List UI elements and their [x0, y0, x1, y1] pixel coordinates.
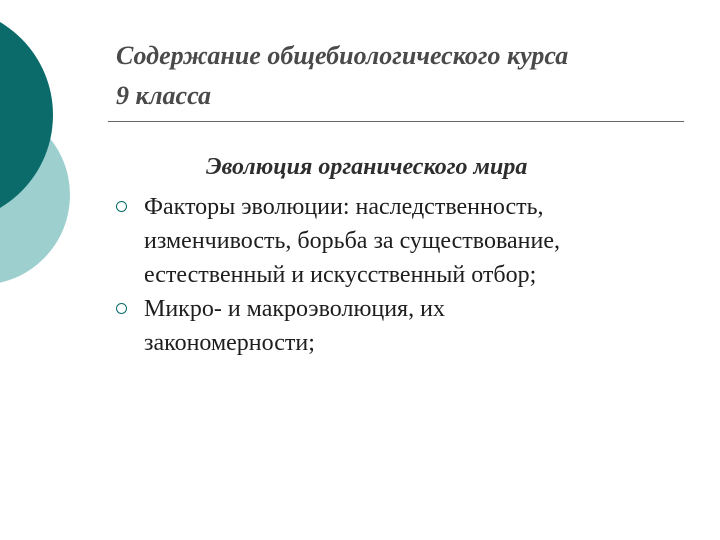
bullet-text-line: Микро- и макроэволюция, их [144, 296, 445, 322]
title-divider [108, 121, 684, 122]
bullet-circle-icon [116, 201, 127, 212]
bullet-text-line: закономерности; [144, 330, 315, 356]
title-line-2: 9 класса [116, 81, 211, 110]
bullet-text-line: Факторы эволюции: наследственность, [144, 194, 544, 220]
title-line-1: Содержание общебиологического курса [116, 41, 569, 70]
section-subheading: Эволюция органического мира [206, 154, 528, 180]
bullet-item-evolution-factors [116, 190, 696, 292]
bullet-circle-icon [116, 303, 127, 314]
decorative-circles [0, 0, 80, 300]
bullet-text-line: изменчивость, борьба за существование, [144, 228, 560, 254]
bullet-text-line: естественный и искусственный отбор; [144, 262, 537, 288]
bullet-list [116, 190, 696, 360]
bullet-item-micro-macro-evolution [116, 292, 696, 360]
slide-title [116, 36, 696, 116]
